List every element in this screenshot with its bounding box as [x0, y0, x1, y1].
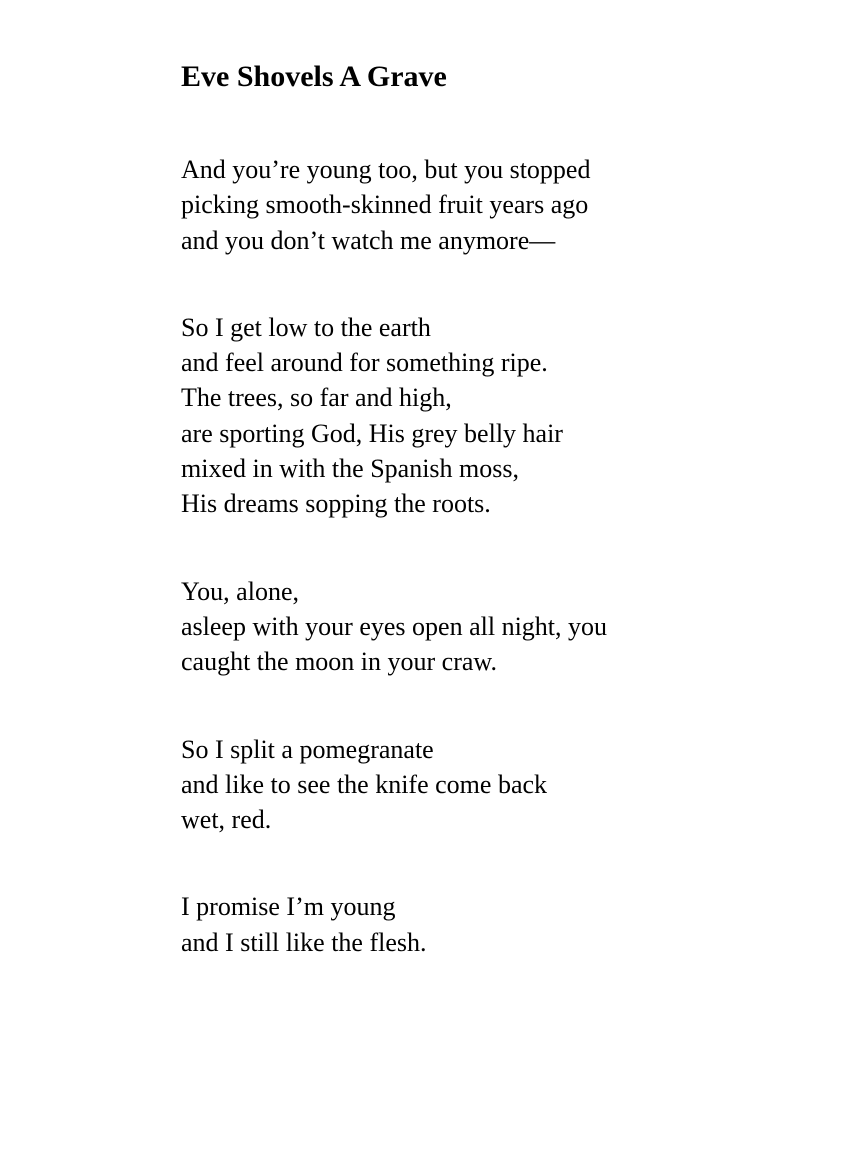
stanza-3: [181, 574, 821, 680]
poem-line: You, alone,: [181, 576, 299, 606]
stanza-4: [181, 732, 821, 838]
poem-line: asleep with your eyes open all night, you: [181, 611, 608, 641]
poem-line: So I get low to the earth: [181, 312, 431, 342]
poem-line: I promise I’m young: [181, 892, 396, 922]
poem-line: and you don’t watch me anymore—: [181, 225, 556, 255]
poem-line: The trees, so far and high,: [181, 383, 452, 413]
stanza-2: [181, 310, 821, 522]
poem-line: wet, red.: [181, 805, 272, 835]
poem-line: are sporting God, His grey belly hair: [181, 418, 563, 448]
stanza-1: [181, 152, 821, 258]
poem-line: picking smooth-skinned fruit years ago: [181, 190, 589, 220]
poem-line: and I still like the flesh.: [181, 927, 427, 957]
poem-line: caught the moon in your craw.: [181, 647, 497, 677]
stanza-5: [181, 889, 821, 960]
poem-line: His dreams sopping the roots.: [181, 489, 491, 519]
poem-line: And you’re young too, but you stopped: [181, 155, 591, 184]
poem-title: Eve Shovels A Grave: [181, 60, 447, 93]
poem-line: mixed in with the Spanish moss,: [181, 454, 519, 484]
poem-line: and like to see the knife come back: [181, 769, 548, 799]
poem-page: [181, 58, 821, 960]
poem-line: So I split a pomegranate: [181, 734, 434, 764]
poem-line: and feel around for something ripe.: [181, 348, 548, 378]
